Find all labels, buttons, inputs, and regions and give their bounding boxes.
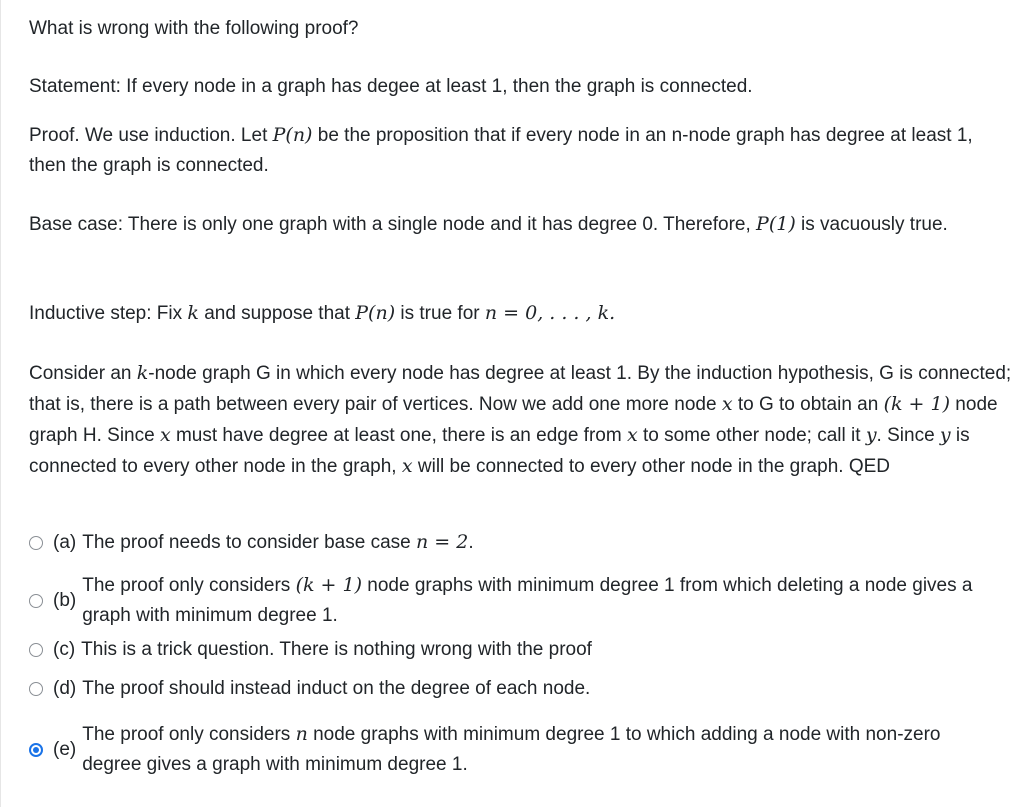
math-x: x: [159, 424, 171, 446]
math-x: x: [626, 424, 638, 446]
base-case-paragraph: [29, 209, 1009, 240]
ind-pre: Inductive step: Fix: [29, 303, 188, 324]
left-border: [0, 0, 1, 807]
option-b-pre: The proof only considers: [82, 575, 296, 596]
option-c-label: (c): [53, 639, 76, 660]
math-k: k: [136, 362, 149, 384]
math-n-eq-2: n = 2: [416, 531, 469, 553]
base-pre: Base case: There is only one graph with a single node and it has degree 0. Therefore,: [29, 214, 757, 235]
ind-mid2: is true for: [395, 303, 485, 324]
math-p1: P(1): [756, 213, 796, 235]
option-d-label: (d): [53, 678, 77, 699]
option-e[interactable]: [29, 719, 997, 780]
option-e-post: node graphs with minimum degree 1 to which adding a node with non-zero degree gives a graph with minimum degree 1.: [82, 724, 941, 775]
consider-text: . Since: [876, 425, 940, 446]
consider-text: to some other node; call it: [637, 425, 866, 446]
option-b-post: node graphs with minimum degree 1 from which deleting a node gives a graph with minimum degree 1.: [82, 575, 973, 626]
option-c-text: This is a trick question. There is nothing wrong with the proof: [81, 639, 592, 660]
option-a-pre: The proof needs to consider base case: [82, 532, 416, 553]
radio-a[interactable]: [29, 536, 43, 550]
math-n: n: [295, 723, 308, 745]
inductive-step-paragraph: [29, 298, 615, 329]
math-y: y: [939, 424, 951, 446]
option-d-text: The proof should instead induct on the degree of each node.: [82, 678, 591, 699]
option-a-text: [82, 531, 473, 554]
radio-b[interactable]: [29, 594, 43, 608]
math-pn: P(n): [355, 302, 396, 324]
consider-text: to G to obtain an: [732, 394, 884, 415]
radio-e-selected[interactable]: [29, 743, 43, 757]
consider-paragraph: [29, 358, 1014, 482]
math-range: n = 0, . . . , k.: [484, 302, 616, 324]
consider-text: Consider an: [29, 363, 137, 384]
ind-mid: and suppose that: [198, 303, 356, 324]
option-a-post: .: [468, 532, 474, 553]
math-x: x: [401, 455, 413, 477]
option-b-text: [82, 570, 997, 631]
math-k-plus-1: (k + 1): [883, 393, 951, 415]
proof-pre: Proof. We use induction. Let: [29, 125, 273, 146]
consider-text: node graph H. Since: [29, 394, 998, 446]
math-k-plus-1: (k + 1): [295, 574, 363, 596]
proof-post: be the proposition that if every node in an n-node graph has degree at least 1, then the graph is connected.: [29, 125, 973, 176]
option-b-label: (b): [53, 589, 77, 611]
proof-paragraph: [29, 120, 1009, 181]
consider-text: is connected to every other node in the graph,: [29, 425, 970, 477]
consider-text: must have degree at least one, there is an edge from: [170, 425, 627, 446]
question-text: What is wrong with the following proof?: [29, 18, 359, 39]
option-b[interactable]: [29, 570, 997, 631]
option-e-text: [82, 719, 997, 780]
math-k: k: [187, 302, 199, 324]
base-post: is vacuously true.: [795, 214, 948, 235]
option-a[interactable]: [29, 531, 474, 554]
radio-d[interactable]: [29, 682, 43, 696]
consider-text: will be connected to every other node in the graph. QED: [412, 456, 890, 477]
radio-c[interactable]: [29, 643, 43, 657]
statement-text: Statement: If every node in a graph has degee at least 1, then the graph is connected.: [29, 76, 753, 97]
option-d[interactable]: [29, 678, 590, 700]
math-y: y: [865, 424, 877, 446]
option-a-label: (a): [53, 531, 77, 553]
option-c[interactable]: [29, 639, 592, 661]
math-x: x: [721, 393, 733, 415]
option-e-label: (e): [53, 738, 77, 760]
consider-text: -node graph G in which every node has degree at least 1. By the induction hypothesis, G is connected; that is, there is a path between every pair of vertices. Now we add one more node: [29, 363, 1012, 415]
math-pn: P(n): [272, 124, 313, 146]
option-e-pre: The proof only considers: [82, 724, 296, 745]
